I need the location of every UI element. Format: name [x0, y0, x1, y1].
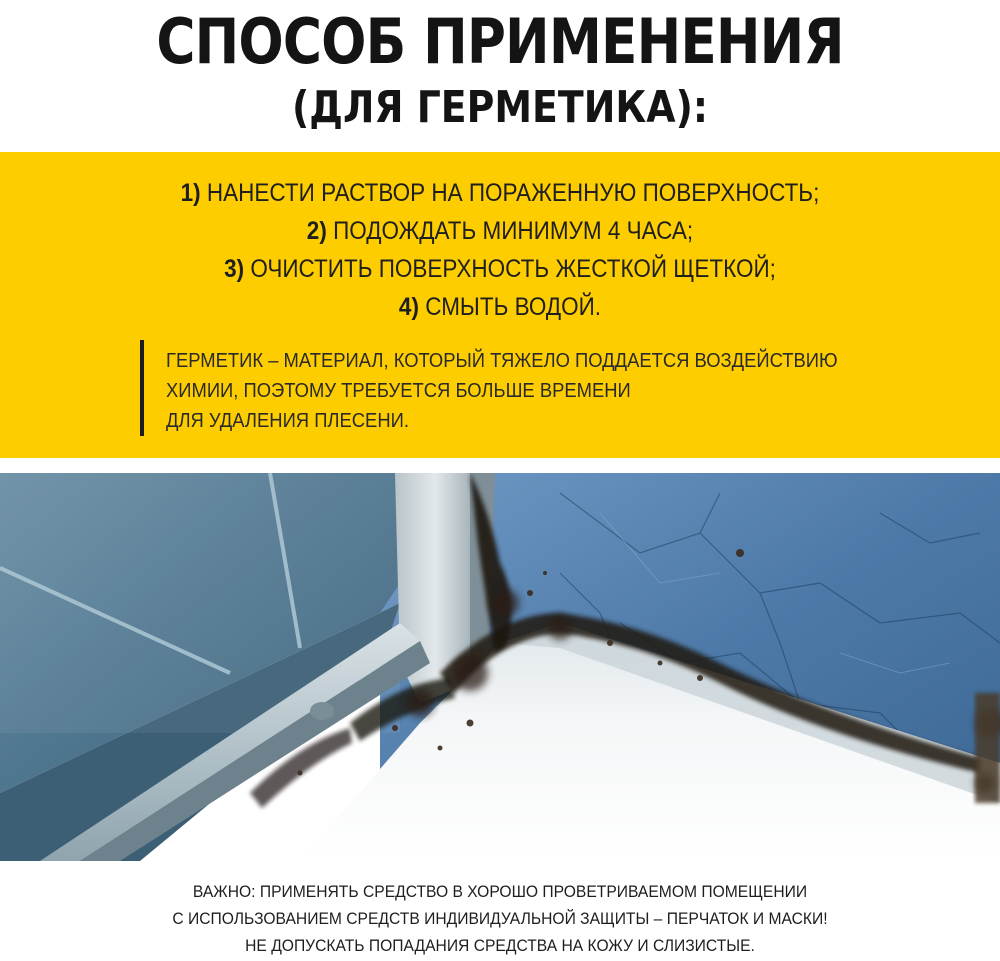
- step-item: [50, 174, 950, 212]
- steps-list: [0, 174, 1000, 326]
- note-text: ГЕРМЕТИК – МАТЕРИАЛ, КОТОРЫЙ ТЯЖЕЛО ПОДДАЕТСЯ ВОЗДЕЙСТВИЮ ХИМИИ, ПОЭТОМУ ТРЕБУЕТСЯ БОЛЬШЕ ВРЕМЕНИ ДЛЯ УДАЛЕНИЯ ПЛЕСЕНИ.: [166, 350, 838, 432]
- step-text: СМЫТЬ ВОДОЙ.: [418, 293, 602, 321]
- step-number: 2): [306, 217, 327, 245]
- step-item: [50, 288, 950, 326]
- step-text: НАНЕСТИ РАСТВОР НА ПОРАЖЕННУЮ ПОВЕРХНОСТЬ;: [200, 179, 820, 207]
- step-number: 1): [180, 179, 201, 207]
- step-text: ПОДОЖДАТЬ МИНИМУМ 4 ЧАСА;: [326, 217, 694, 245]
- step-item: [50, 212, 950, 250]
- step-item: [50, 250, 950, 288]
- step-text: ОЧИСТИТЬ ПОВЕРХНОСТЬ ЖЕСТКОЙ ЩЕТКОЙ;: [244, 255, 776, 283]
- instructions-panel: [0, 152, 1000, 458]
- moldy-sealant-photo: [0, 473, 1000, 861]
- page-subtitle: (ДЛЯ ГЕРМЕТИКА):: [291, 82, 709, 133]
- step-number: 4): [398, 293, 419, 321]
- note-callout: [140, 340, 940, 436]
- step-number: 3): [224, 255, 245, 283]
- safety-warning: ВАЖНО: ПРИМЕНЯТЬ СРЕДСТВО В ХОРОШО ПРОВЕТРИВАЕМОМ ПОМЕЩЕНИИ С ИСПОЛЬЗОВАНИЕМ СРЕДСТВ ИНДИВИДУАЛЬНОЙ ЗАЩИТЫ – ПЕРЧАТОК И МАСКИ! НЕ ДОПУСКАТЬ ПОПАДАНИЯ СРЕДСТВА НА КОЖУ И СЛИЗИСТЫЕ.: [172, 882, 828, 955]
- note-accent-bar: [140, 340, 144, 436]
- page-title: СПОСОБ ПРИМЕНЕНИЯ: [156, 5, 844, 78]
